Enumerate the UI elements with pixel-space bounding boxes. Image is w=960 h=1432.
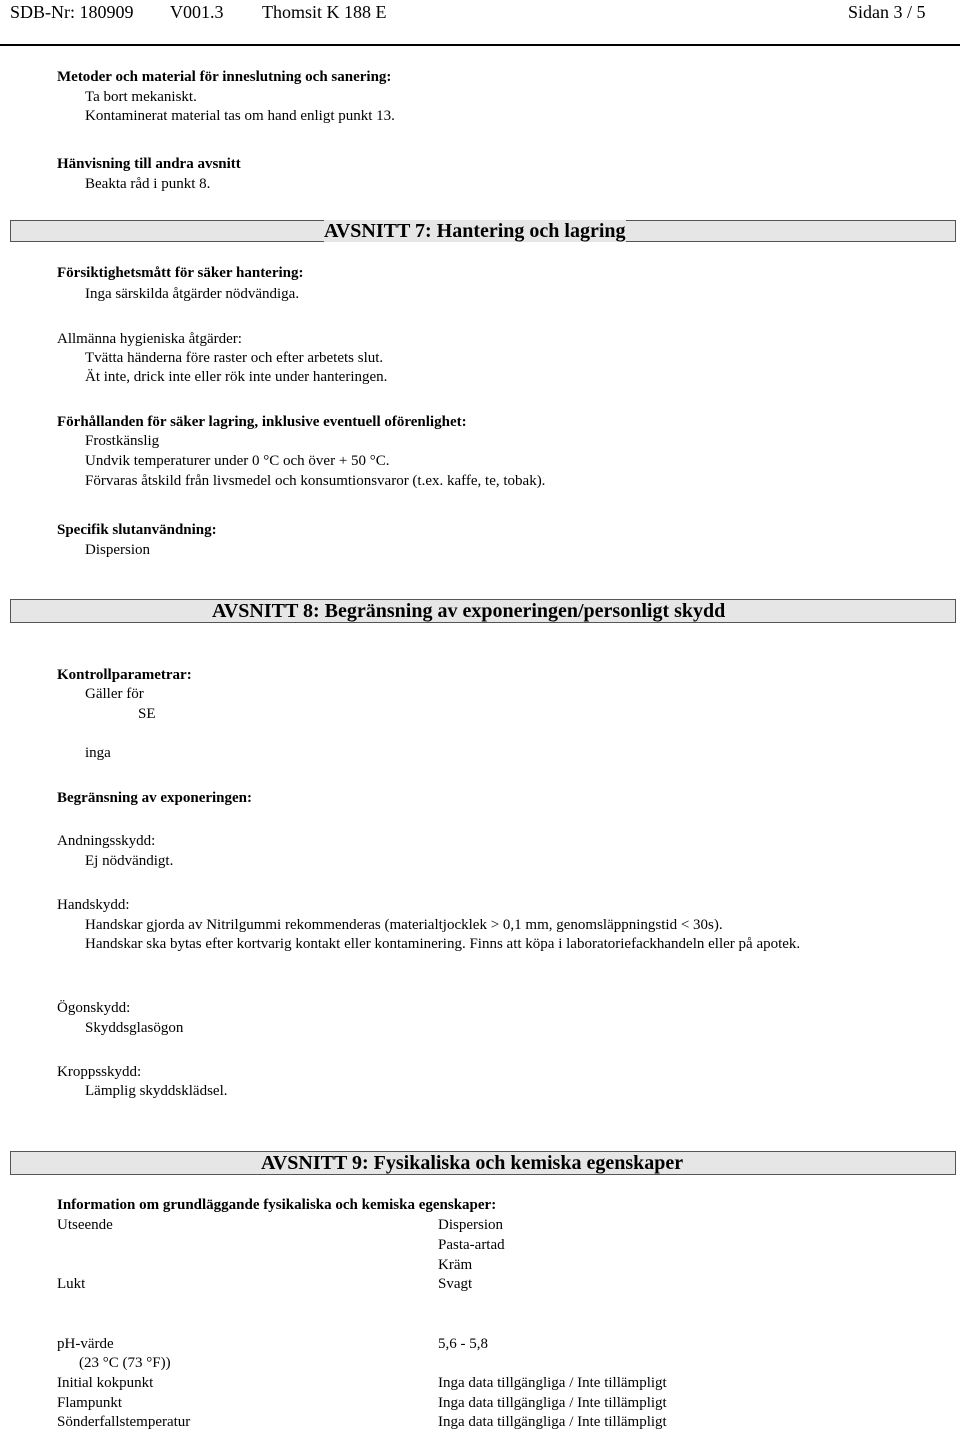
appearance-label: Utseende — [57, 1217, 113, 1233]
body-protection-value: Lämplig skyddsklädsel. — [85, 1083, 228, 1099]
flash-point-label: Flampunkt — [57, 1395, 123, 1411]
page-number: Sidan 3 / 5 — [848, 2, 926, 22]
respiratory-label: Andningsskydd: — [57, 833, 156, 849]
hand-protection-label: Handskydd: — [57, 897, 130, 913]
properties-info-heading: Information om grundläggande fysikaliska och kemiska egenskaper: — [57, 1197, 497, 1213]
exposure-heading: Begränsning av exponeringen: — [57, 790, 253, 806]
sdb-number: SDB-Nr: 180909 — [10, 2, 134, 22]
appearance-value: Kräm — [438, 1257, 473, 1273]
storage-line: Förvaras åtskild från livsmedel och konsumtionsvaror (t.ex. kaffe, te, tobak). — [85, 473, 546, 489]
product-name: Thomsit K 188 E — [262, 2, 387, 22]
methods-heading: Metoder och material för inneslutning och sanering: — [57, 69, 392, 85]
hygiene-heading: Allmänna hygieniska åtgärder: — [57, 331, 242, 347]
reference-heading: Hänvisning till andra avsnitt — [57, 156, 241, 172]
boiling-point-label: Initial kokpunkt — [57, 1375, 154, 1391]
storage-line: Frostkänslig — [85, 433, 160, 449]
odor-label: Lukt — [57, 1276, 86, 1292]
boiling-point-value: Inga data tillgängliga / Inte tillämpligt — [438, 1375, 667, 1391]
odor-value: Svagt — [438, 1276, 473, 1292]
section-7-title: AVSNITT 7: Hantering och lagring — [324, 220, 626, 242]
section-8-title: AVSNITT 8: Begränsning av exponeringen/personligt skydd — [212, 600, 726, 622]
hygiene-line: Tvätta händerna före raster och efter arbetets slut. — [85, 350, 384, 366]
ph-condition: (23 °C (73 °F)) — [79, 1355, 171, 1371]
eye-protection-value: Skyddsglasögon — [85, 1020, 184, 1036]
safe-handling-heading: Försiktighetsmått för säker hantering: — [57, 265, 304, 281]
decomposition-value: Inga data tillgängliga / Inte tillämpligt — [438, 1414, 667, 1430]
hygiene-line: Ät inte, drick inte eller rök inte under hanteringen. — [85, 369, 388, 385]
section-9-title: AVSNITT 9: Fysikaliska och kemiska egenskaper — [261, 1152, 684, 1174]
decomposition-label: Sönderfallstemperatur — [57, 1414, 191, 1430]
safe-handling-line: Inga särskilda åtgärder nödvändiga. — [85, 286, 300, 302]
hand-protection-line: Handskar gjorda av Nitrilgummi rekommenderas (materialtjocklek > 0,1 mm, genomsläppningstid < 30s). — [85, 917, 723, 933]
control-parameters-heading: Kontrollparametrar: — [57, 667, 192, 683]
hand-protection-line: Handskar ska bytas efter kortvarig kontakt eller kontaminering. Finns att köpa i laboratoriefackhandeln eller på apotek. — [85, 936, 801, 952]
applies-to-value: SE — [138, 706, 156, 722]
ph-value: 5,6 - 5,8 — [438, 1336, 488, 1352]
body-protection-label: Kroppsskydd: — [57, 1064, 142, 1080]
ph-label: pH-värde — [57, 1336, 114, 1352]
end-use-line: Dispersion — [85, 542, 150, 558]
methods-line: Kontaminerat material tas om hand enligt punkt 13. — [85, 108, 395, 124]
end-use-heading: Specifik slutanvändning: — [57, 522, 217, 538]
storage-heading: Förhållanden för säker lagring, inklusive eventuell oförenlighet: — [57, 414, 467, 430]
storage-line: Undvik temperaturer under 0 °C och över + 50 °C. — [85, 453, 390, 469]
appearance-value: Pasta-artad — [438, 1237, 505, 1253]
appearance-value: Dispersion — [438, 1217, 503, 1233]
reference-line: Beakta råd i punkt 8. — [85, 176, 211, 192]
respiratory-value: Ej nödvändigt. — [85, 853, 174, 869]
eye-protection-label: Ögonskydd: — [57, 1000, 131, 1016]
flash-point-value: Inga data tillgängliga / Inte tillämpligt — [438, 1395, 667, 1411]
header-rule — [0, 44, 960, 46]
none-value: inga — [85, 745, 111, 761]
version: V001.3 — [170, 2, 224, 22]
applies-to-label: Gäller för — [85, 686, 144, 702]
methods-line: Ta bort mekaniskt. — [85, 89, 197, 105]
